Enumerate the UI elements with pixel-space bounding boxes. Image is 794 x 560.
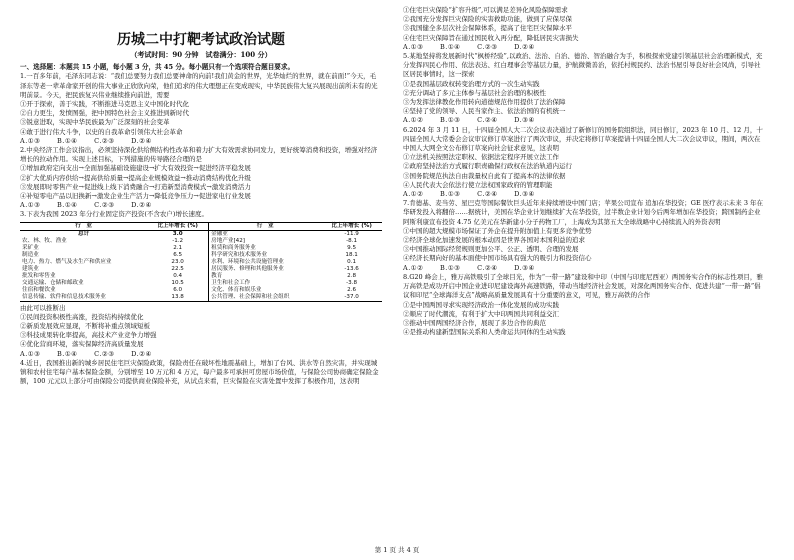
- answer-c: C.②④: [477, 116, 498, 125]
- growth-cell: 18.1: [345, 251, 358, 258]
- option: ④补短零电产品以旧换新→激发企业生产活力→降低竞争压力→促进家电行业发展: [20, 192, 251, 201]
- answer-choices: [20, 350, 382, 359]
- exam-meta: （考试时间：90 分钟 试卷满分：100 分）: [130, 50, 272, 59]
- answer-b: B.①④: [440, 42, 461, 51]
- right-column: [403, 6, 765, 337]
- growth-cell: -8.1: [346, 237, 358, 244]
- industry-cell: 信息传输、软件和信息技术服务业: [20, 294, 147, 302]
- option: ①立法机关按照法定职权、依据法定程序开展立法工作: [403, 153, 559, 162]
- question-5: [403, 52, 765, 126]
- question-stem: 8.G20 峰会上，雅万高铁吸引了全球目光，作为“一带一路”建设和中印（中国与印度尼西亚）两国务实合作的标志性项目，雅万高铁是成功开启中国企业进印尼建设海外高速铁路，带动当地经济社会发展，对深化两国务实合作、促进共建“一带一路”倡议和印尼“全球海洋支点”战略高质量发展具有十分重要的意义，可见，雅万高铁的合作: [403, 272, 763, 300]
- industry-cell: 建筑业: [22, 265, 39, 272]
- industry-cell: 住宿和餐饮业: [22, 286, 56, 293]
- answer-a: A.①③: [20, 136, 41, 145]
- option: ①增加政府定向支出→全面加强基础设施建设→扩大有效投资→促进经济平稳发展: [20, 164, 251, 173]
- growth-cell: 0.4: [147, 273, 208, 280]
- option: ①民间投资积极性高涨，投资结构持续优化: [20, 312, 144, 321]
- answer-d: D.②④: [514, 42, 535, 51]
- table-row: [20, 273, 382, 280]
- answer-c: C.②③: [477, 42, 498, 51]
- growth-cell: -37.0: [321, 294, 382, 302]
- answer-choices: [403, 190, 765, 199]
- question-stem: 3.下表为我国 2023 年分行业固定资产投资(不含农户)增长速度。: [20, 210, 208, 219]
- question-8: [403, 273, 765, 337]
- option: ④是推动构建新型国际关系和人类命运共同体的生动实践: [403, 328, 566, 337]
- growth-cell: -3.8: [346, 279, 358, 286]
- growth-cell: 22.5: [147, 266, 208, 273]
- question-3: [20, 210, 382, 358]
- option: ③我国健全多层次社会保障体系，提高了住宅巨灾保障水平: [403, 24, 572, 33]
- option: ①中国的超大规模市场保证了外企在提升附加值上有更多竞争优势: [403, 226, 592, 235]
- option: ③科技成果转化率提高，高技术产业竞争力增强: [20, 331, 157, 340]
- answer-b: B.①③: [440, 190, 461, 199]
- growth-cell: 2.6: [347, 286, 357, 293]
- industry-cell: 文化、体育和娱乐业: [211, 286, 262, 293]
- answer-a: A.①②: [403, 190, 424, 199]
- option: ①开于探索，善于实践，不断推进马克思主义中国化时代化: [20, 100, 189, 109]
- question-1: [20, 72, 382, 146]
- option: ③国务院规范执法自由裁量权自此有了提高本的法律依据: [403, 171, 566, 180]
- answer-choices: [403, 264, 765, 273]
- growth-cell: 0.1: [347, 258, 357, 265]
- question-stem: 5.某地坚持将发展新时代“枫桥经验”,以政治、法治、自治、德治、智治融合为手，积极探索党建引领基层社会治理新模式，充分发挥四民心作用、依法表达、红白理事会等基层力量，护航微微善治，依托村规民约、法治书屋引导良好社会风尚，引导社区居民事情时，这一探索: [403, 52, 763, 79]
- table-body: [20, 230, 382, 301]
- section-heading: 一、选择题：本题共 15 小题，每小题 3 分，共 45 分。每小题只有一个选项符合题目要求。: [20, 63, 295, 72]
- growth-cell: 2.1: [147, 245, 208, 252]
- option: ②自力更生，发愤图强，把中国特色社会主义推进到新时代: [20, 109, 189, 118]
- answer-a: A.①③: [20, 201, 41, 210]
- table-header: 比上年增长 (%): [321, 222, 382, 230]
- investment-table: [20, 222, 382, 302]
- answer-d: D.③④: [514, 190, 535, 199]
- option: ②扩大优质内容供给→提高供给质量→提高企业规模效益→推动消费结构优化升级: [20, 173, 251, 182]
- industry-cell: 教育: [211, 272, 223, 279]
- answer-d: D.②④: [131, 349, 152, 358]
- answer-c: C.②④: [477, 263, 498, 272]
- growth-cell: 23.0: [147, 259, 208, 266]
- answer-choices: [403, 43, 765, 52]
- page-title: 历城二中打靶考试政治试题: [117, 32, 285, 48]
- table-row: [20, 238, 382, 245]
- option: ③中国推动国际经贸规则更加公平、公正、透明、合理的发展: [403, 245, 579, 254]
- option: ④优化营商环境，落实保障经济高质量发展: [20, 340, 144, 349]
- question-6: [403, 126, 765, 200]
- industry-cell: 总计: [78, 230, 90, 237]
- table-row: [20, 280, 382, 287]
- industry-cell: 制造业: [22, 251, 39, 258]
- industry-cell: 公共管理、社会保障和社会组织: [209, 294, 322, 302]
- industry-cell: 租赁和商务服务业: [211, 244, 256, 251]
- industry-cell: 科学研究和技术服务业: [211, 251, 268, 258]
- industry-cell: 农、林、牧、渔业: [22, 237, 67, 244]
- answer-d: D.③④: [514, 263, 535, 272]
- option: ③锐意进取，实现中华民族最为广泛深刻的社会变革: [20, 118, 170, 127]
- table-row: [20, 230, 382, 238]
- option: ②充分调动了多元主体参与基层社会治理的积极性: [403, 88, 546, 97]
- industry-cell: 卫生和社会工作: [211, 279, 251, 286]
- growth-cell: 9.5: [347, 244, 357, 251]
- question-lead: 由此可以推断出: [20, 303, 66, 312]
- question-stem: 7.肯德基、麦当劳、星巴克等国际餐饮巨头近年来持续增设中国门店；苹果公司宣布 追加在华投资；GE 医疗表示未来 3 年在华研发投入将翻倍……据统计，美国在华企业计划继续扩大在华投资，过半数企业计划今后两年增加在华投资；跨国制药企业阿斯利康宣布投资 4.75 亿美元在华新建小分子药物工厂，上海成为其第五大全球战略中心持续流入的外资表明: [403, 199, 764, 226]
- option: ③发展即时零售产业→促进线上线下消费融合→打造新型消费模式→激发消费活力: [20, 182, 251, 191]
- question-4-options: [403, 6, 765, 52]
- table-row: [20, 245, 382, 252]
- option: ④敢于进行伟大斗争，以史的自我革命引领伟大社会革命: [20, 127, 183, 136]
- industry-cell: 金融业: [211, 230, 228, 237]
- page-footer: 第 1 页 共 4 页: [374, 546, 420, 554]
- industry-cell: 房地产业[42]: [211, 237, 245, 244]
- table-row: [20, 252, 382, 259]
- growth-cell: 10.5: [147, 280, 208, 287]
- option: ①是中国两国寻求实现经济政治一体化发展的成功实践: [403, 300, 559, 309]
- option: ①住宅巨灾保险“扩容升级”,可以满足差异化风险保障需求: [403, 6, 568, 14]
- option: ②政府坚持法治方式履行职责确保行政权在法治轨道内运行: [403, 162, 572, 171]
- option: ①是我国基层政权转变治理方式的一次生动实践: [403, 79, 540, 88]
- industry-cell: 采矿业: [22, 244, 39, 251]
- table-row: [20, 259, 382, 266]
- answer-choices: [403, 116, 765, 125]
- answer-b: B.①④: [57, 349, 78, 358]
- answer-b: B.①④: [57, 201, 78, 210]
- growth-cell: 6.0: [147, 287, 208, 294]
- table-row: [20, 266, 382, 273]
- answer-c: C.②③: [94, 136, 115, 145]
- growth-cell: -1.2: [147, 238, 208, 245]
- option: ④人民代表大会依法行使立法权国家政府的管理职能: [403, 180, 553, 189]
- question-4-stem: [20, 359, 382, 387]
- industry-cell: 交通运输、仓储和邮政业: [22, 279, 84, 286]
- industry-cell: 电力、热力、燃气及水生产和供应业: [22, 258, 112, 265]
- growth-cell: -13.6: [344, 265, 359, 272]
- answer-d: D.②④: [131, 201, 152, 210]
- table-header: 行 业: [20, 222, 147, 230]
- growth-cell: -11.9: [344, 230, 359, 237]
- question-stem: 4.近日，我国推出新的城乡居民住宅巨灾保险政策，保险责任在破坏性地震基础上，增加了台风、洪水等自然灾害，并实现城镇和农村住宅每户基本保险金额，分别增至 10 万元和 4 万元，每户最多可承担可房屋市场价值，与保险公司协商确定保险金额，100 元元以上部分可由保险公司提供商业保险补充，从试点来看，巨灾保险在灾害处置中发挥了积极作用，这表明: [20, 358, 379, 386]
- growth-cell: 13.8: [147, 294, 208, 302]
- option: ②顺应了时代潮流，有利于扩大中印两国共同利益交汇: [403, 309, 559, 318]
- answer-c: C.②③: [94, 349, 115, 358]
- option: ④坚持了党的领导、人民当家作主、依法治国的有机统一: [403, 107, 566, 116]
- answer-a: A.①③: [403, 42, 424, 51]
- answer-c: C.②③: [94, 201, 115, 210]
- answer-c: C.②④: [477, 190, 498, 199]
- answer-d: D.③④: [514, 116, 535, 125]
- industry-cell: 水利、环境和公共设施管理业: [211, 258, 284, 265]
- question-2: [20, 146, 382, 210]
- answer-b: B.①③: [440, 116, 461, 125]
- option: ④住宅巨灾保障旨在通过国民收入再分配，降低居民灾害损失: [403, 33, 579, 42]
- question-7: [403, 199, 765, 273]
- option: ②经济全球化加速发展的根本动因是世界各国对本国利益的追求: [403, 236, 585, 245]
- table-row: [20, 287, 382, 294]
- answer-a: A.①②: [403, 116, 424, 125]
- growth-cell: 3.0: [147, 230, 208, 238]
- answer-b: B.①③: [440, 263, 461, 272]
- option: ②我国充分发挥巨灾保险的实害救助功能，做到了应保尽保: [403, 15, 572, 24]
- option: ④经济长期向好的基本面使中国市场具有强大的吸引力和投资信心: [403, 254, 592, 263]
- industry-cell: 居民服务、修理和其他服务业: [211, 265, 284, 272]
- question-stem: 6.2024 年 3 月 11 日，十四届全国人大二次会议表决通过了新修订的国务院组织法，同日修订，2023 年 10 月、12 月，十四届全国人大常委会会议审议修订草案进行了两次审议，并决定将修订草案提请十四届全国人大二次会议审议，期间，两次在中国人大网全文公布修订草案向社会征求意见，这表明: [403, 125, 763, 153]
- answer-a: A.①②: [403, 263, 424, 272]
- question-stem: 2.中央经济工作会议指出，必须坚持深化供给侧结构性改革和着力扩大有效需求协同发力，更好统筹消费和投资，增强对经济增长的拉动作用。实现上述目标，下列措施的传导路径合理的是: [20, 146, 378, 164]
- option: ③为发挥法律教化作用转向道德规范作用提供了法治保障: [403, 98, 566, 107]
- table-header-row: [20, 222, 382, 230]
- table-row: [20, 294, 382, 302]
- table-header: 行 业: [209, 222, 322, 230]
- answer-choices: [20, 137, 382, 146]
- growth-cell: 6.5: [147, 252, 208, 259]
- option: ②新质发展效应显现，不断将补重点领域短板: [20, 322, 150, 331]
- industry-cell: 批发和零售业: [22, 272, 56, 279]
- answer-a: A.①③: [20, 349, 41, 358]
- table-header: 比上年增长 (%): [147, 222, 208, 230]
- left-column: [20, 6, 382, 386]
- answer-d: D.②④: [131, 136, 152, 145]
- growth-cell: 2.8: [347, 272, 357, 279]
- option: ③推动中国两国经济合作，展现了多边合作的典范: [403, 318, 546, 327]
- answer-b: B.①④: [57, 136, 78, 145]
- question-stem: 1.一百多年前，毛泽东同志说：“我们总要努力我们总要神命的向前!我们黄金的世界，光华灿烂的世界，就在前面!”今天，毛泽东等老一辈革命家开创的伟大事业正欣欣向荣，他们追求的伟大理想正在变成现实，中华民族伟大复兴展现出前所未有的光明前景。今天，把民族复兴伟业继续推向前进，需要: [20, 72, 378, 99]
